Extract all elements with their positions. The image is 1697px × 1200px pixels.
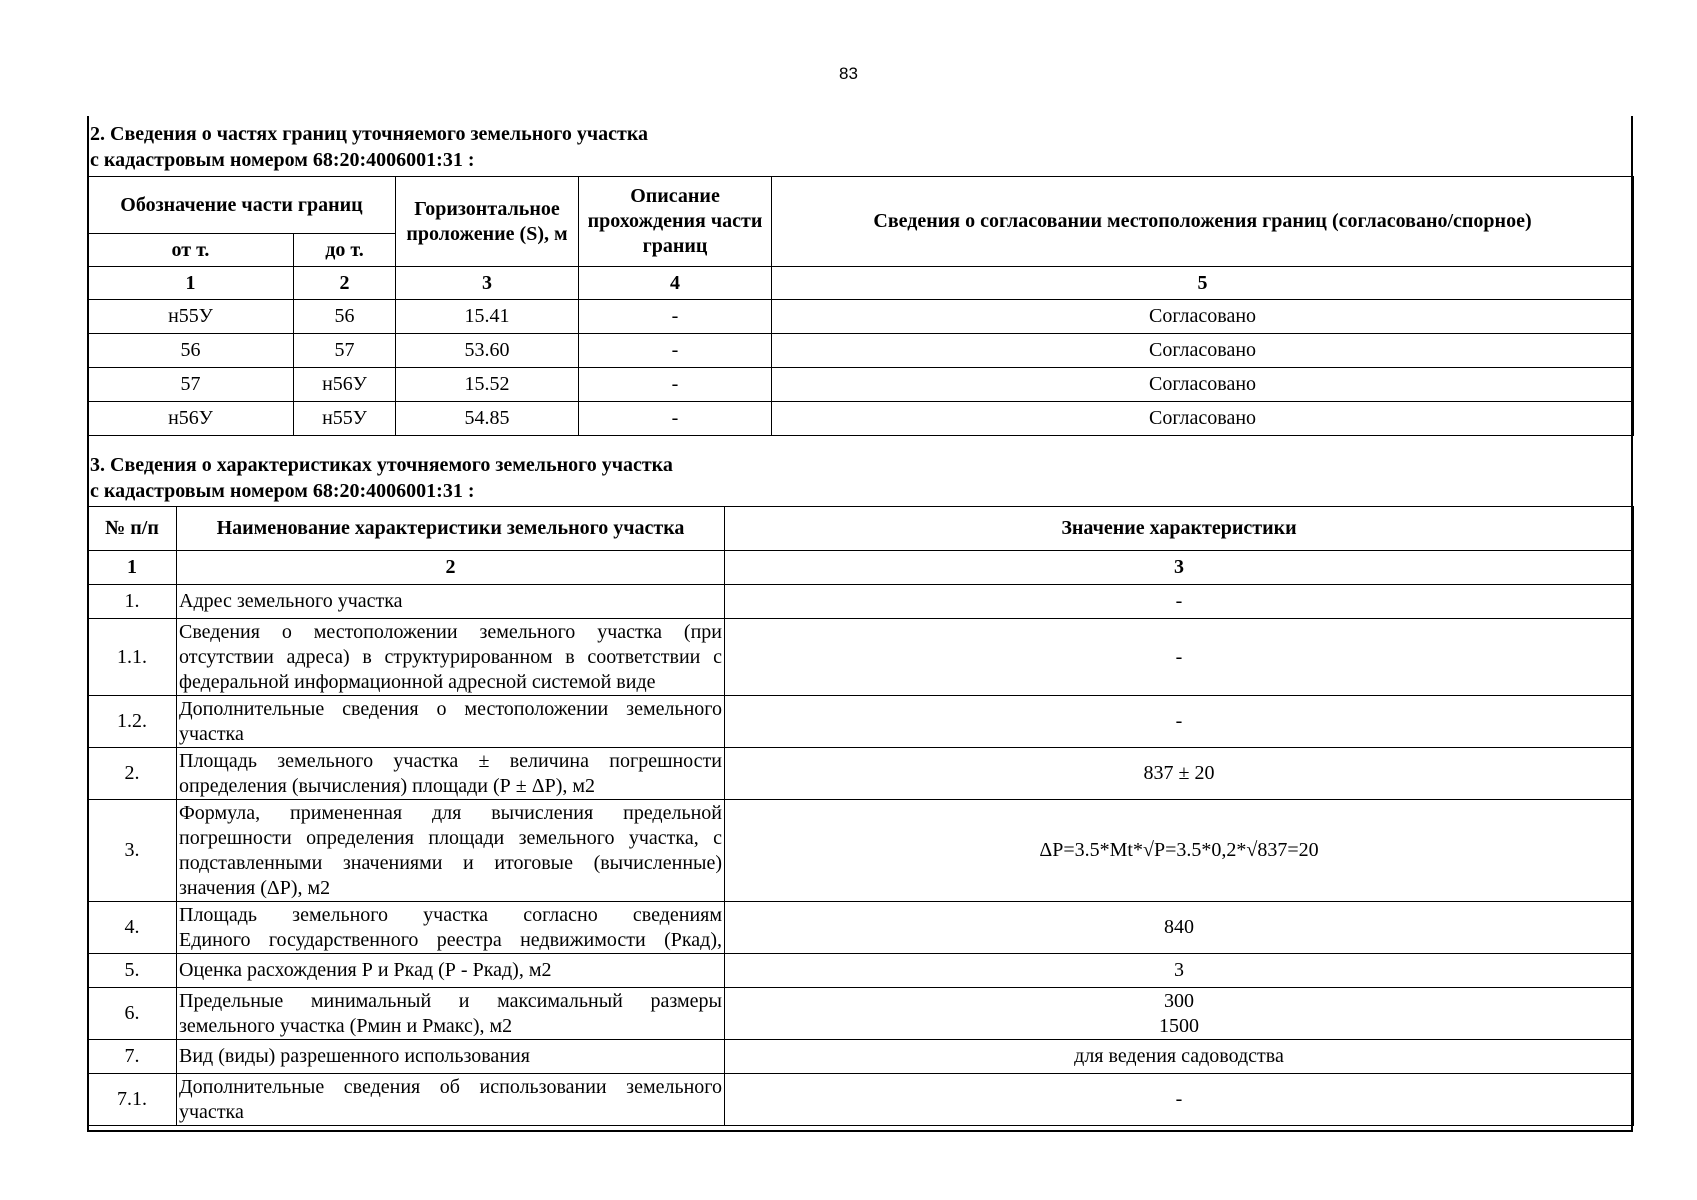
page-number: 83 — [839, 64, 858, 83]
header-name: Наименование характеристики земельного участка — [177, 507, 725, 551]
header-horizontal: Горизонтальное проложение (S), м — [396, 177, 579, 267]
row-number: 7. — [88, 1040, 177, 1074]
from-point: 56 — [88, 334, 294, 368]
name-line: подставленными значениями и итоговые (вычисленные) — [179, 851, 722, 874]
to-point: н55У — [294, 402, 396, 436]
name-line: Вид (виды) разрешенного использования — [179, 1045, 530, 1067]
section3-title-line2: с кадастровым номером 68:20:4006001:31 : — [90, 480, 475, 502]
row-number: 5. — [88, 954, 177, 988]
name-line: Адрес земельного участка — [179, 590, 403, 612]
row-number: 1.1. — [88, 619, 177, 696]
table-row — [88, 800, 1634, 902]
table-row — [88, 402, 1634, 436]
header-num: № п/п — [88, 507, 177, 551]
name-line: Сведения о местоположении земельного участка (при — [179, 620, 722, 643]
column-number: 1 — [88, 267, 294, 300]
table-row — [88, 368, 1634, 402]
characteristic-value: 837 ± 20 — [725, 748, 1634, 800]
agreement-status: Согласовано — [772, 368, 1634, 402]
row-number: 7.1. — [88, 1074, 177, 1126]
column-number: 5 — [772, 267, 1634, 300]
description-value: - — [579, 300, 772, 334]
section2-title-line1: 2. Сведения о частях границ уточняемого земельного участка — [90, 123, 649, 145]
characteristic-name — [177, 1040, 725, 1074]
characteristic-value: 840 — [725, 902, 1634, 954]
boundary-parts-table — [87, 176, 1634, 436]
agreement-status: Согласовано — [772, 300, 1634, 334]
characteristic-name — [177, 954, 725, 988]
name-line: значения (ΔР), м2 — [179, 876, 331, 899]
name-line: Предельные минимальный и максимальный размеры — [179, 989, 722, 1012]
table-row — [88, 988, 1634, 1040]
characteristic-value: для ведения садоводства — [725, 1040, 1634, 1074]
section3-title — [90, 452, 673, 504]
header-value: Значение характеристики — [725, 507, 1634, 551]
column-number: 2 — [177, 551, 725, 585]
characteristic-value: - — [725, 619, 1634, 696]
value-line: 1500 — [1159, 1014, 1199, 1037]
characteristic-name — [177, 988, 725, 1040]
column-number: 3 — [725, 551, 1634, 585]
characteristics-table — [87, 506, 1634, 1126]
characteristic-value: - — [725, 696, 1634, 748]
characteristic-name — [177, 619, 725, 696]
row-number: 6. — [88, 988, 177, 1040]
header-designation: Обозначение части границ — [88, 177, 396, 234]
name-line: участка — [179, 722, 244, 745]
table-row — [88, 334, 1634, 368]
table-row — [88, 954, 1634, 988]
from-point: 57 — [88, 368, 294, 402]
length-value: 53.60 — [396, 334, 579, 368]
section2-title-line2: с кадастровым номером 68:20:4006001:31 : — [90, 149, 475, 171]
name-line: погрешности определения площади земельного участка, с — [179, 826, 722, 849]
row-number: 2. — [88, 748, 177, 800]
value-line: 300 — [1164, 989, 1194, 1012]
length-value: 15.52 — [396, 368, 579, 402]
name-line: Площадь земельного участка ± величина погрешности — [179, 749, 722, 772]
characteristic-name — [177, 585, 725, 619]
column-number: 1 — [88, 551, 177, 585]
name-line: отсутствии адреса) в структурированном в соответствии с — [179, 645, 722, 668]
description-value: - — [579, 402, 772, 436]
name-line: земельного участка (Рмин и Рмакс), м2 — [179, 1014, 513, 1037]
column-number-row — [88, 267, 1634, 300]
characteristic-name — [177, 748, 725, 800]
characteristic-value: - — [725, 1074, 1634, 1126]
name-line: определения (вычисления) площади (Р ± ΔР), м2 — [179, 774, 596, 797]
column-number: 3 — [396, 267, 579, 300]
characteristic-value: 3 — [725, 954, 1634, 988]
row-number: 3. — [88, 800, 177, 902]
table-row — [88, 1074, 1634, 1126]
table-row — [88, 619, 1634, 696]
name-line: Единого государственного реестра недвижимости (Ркад), — [179, 928, 722, 951]
from-point: н56У — [88, 402, 294, 436]
characteristic-value: ΔР=3.5*Mt*√Р=3.5*0,2*√837=20 — [725, 800, 1634, 902]
from-point: н55У — [88, 300, 294, 334]
characteristic-value — [725, 988, 1634, 1040]
characteristic-name — [177, 1074, 725, 1126]
name-line: участка — [179, 1100, 244, 1123]
characteristic-name — [177, 800, 725, 902]
description-value: - — [579, 334, 772, 368]
to-point: н56У — [294, 368, 396, 402]
description-value: - — [579, 368, 772, 402]
to-point: 56 — [294, 300, 396, 334]
length-value: 54.85 — [396, 402, 579, 436]
name-line: Дополнительные сведения о местоположении земельного — [179, 697, 722, 720]
row-number: 1.2. — [88, 696, 177, 748]
row-number: 1. — [88, 585, 177, 619]
name-line: Формула, примененная для вычисления предельной — [179, 801, 722, 824]
header-from: от т. — [88, 234, 294, 267]
table-row — [88, 696, 1634, 748]
section3-title-line1: 3. Сведения о характеристиках уточняемого земельного участка — [90, 454, 673, 476]
agreement-status: Согласовано — [772, 402, 1634, 436]
characteristic-value: - — [725, 585, 1634, 619]
name-line: Дополнительные сведения об использовании земельного — [179, 1075, 722, 1098]
header-to: до т. — [294, 234, 396, 267]
column-number: 2 — [294, 267, 396, 300]
to-point: 57 — [294, 334, 396, 368]
section2-title — [90, 121, 648, 173]
name-line: Оценка расхождения Р и Ркад (Р - Ркад), м2 — [179, 959, 552, 981]
length-value: 15.41 — [396, 300, 579, 334]
table-row — [88, 902, 1634, 954]
column-number: 4 — [579, 267, 772, 300]
characteristic-name — [177, 696, 725, 748]
table-row — [88, 585, 1634, 619]
name-line: федеральной информационной адресной системой виде — [179, 670, 656, 693]
characteristic-name — [177, 902, 725, 954]
header-description: Описание прохождения части границ — [579, 177, 772, 267]
agreement-status: Согласовано — [772, 334, 1634, 368]
table-row — [88, 748, 1634, 800]
name-line: Площадь земельного участка согласно сведениям — [179, 903, 722, 926]
table-row — [88, 300, 1634, 334]
table-row — [88, 1040, 1634, 1074]
column-number-row — [88, 551, 1634, 585]
row-number: 4. — [88, 902, 177, 954]
header-agreement: Сведения о согласовании местоположения границ (согласовано/спорное) — [772, 177, 1634, 267]
